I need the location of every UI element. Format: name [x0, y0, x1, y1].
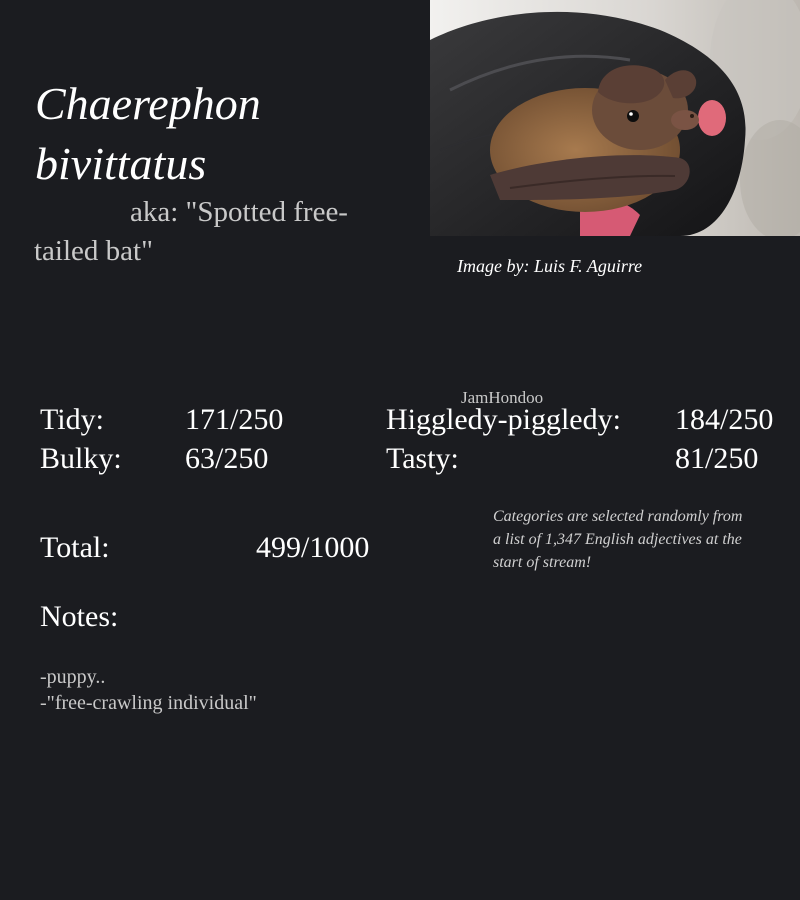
- score-label-bulky: Bulky:: [40, 442, 122, 475]
- category-disclaimer: Categories are selected randomly from a list of 1,347 English adjectives at the start of stream!: [493, 508, 743, 571]
- streamer-name: JamHondoo: [461, 388, 544, 407]
- score-label-tasty: Tasty:: [386, 442, 459, 475]
- notes-list: [40, 664, 257, 716]
- photo-credit: Image by: Luis F. Aguirre: [457, 256, 643, 276]
- species-common-name: aka: "Spotted free-tailed bat": [34, 196, 348, 267]
- note-item: -puppy..: [40, 666, 106, 688]
- notes-heading: Notes:: [40, 600, 119, 633]
- total-label: Total:: [40, 531, 110, 564]
- score-value-bulky: 63/250: [185, 442, 269, 475]
- score-value-tasty: 81/250: [675, 442, 759, 475]
- bat-photo: [430, 0, 800, 236]
- species-scientific-name: Chaerephon bivittatus: [35, 78, 261, 189]
- score-label-tidy: Tidy:: [40, 403, 104, 436]
- score-value-tidy: 171/250: [185, 403, 284, 436]
- score-value-higgledy-piggledy: 184/250: [675, 403, 774, 436]
- total-value: 499/1000: [256, 531, 370, 564]
- note-item: -"free-crawling individual": [40, 692, 257, 714]
- score-label-higgledy-piggledy: Higgledy-piggledy:: [386, 403, 621, 436]
